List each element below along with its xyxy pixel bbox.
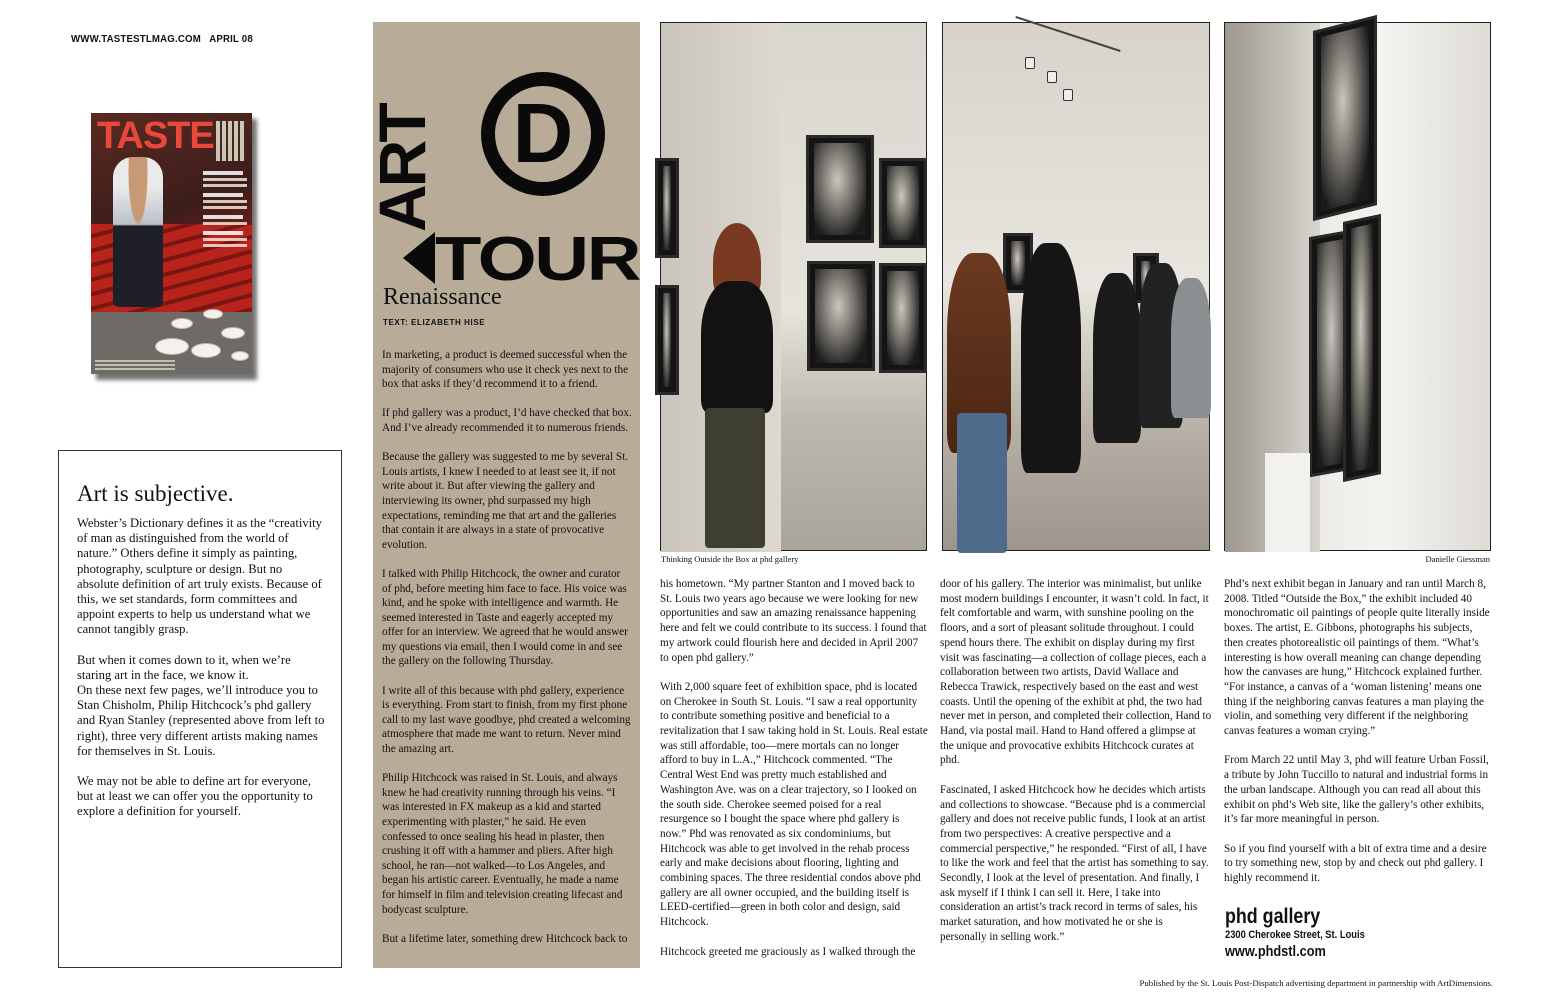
publisher-footer: Published by the St. Louis Post-Dispatch advertising department in partnership with ArtDimensions. [1139, 978, 1493, 988]
article-paragraph: With 2,000 square feet of exhibition space, phd is located on Cherokee in South St. Louis. “I saw a real opportunity to contribute something positive and beneficial to a revitalization that I saw taking hold in St. Louis. Real estate was still affordable, too—mere mortals can no longer afford to buy in L.A.,” Hitchcock commented. “The Central West End was pretty much established and Washington Ave. was on a clear trajectory, so I looked on the south side. Cherokee seemed poised for a real resurgence so I bought the space where phd gallery is now.” Phd was renovated as six condominiums, but Hitchcock was able to get involved in the rehab process early and make decisions about flooring, lighting and combining spaces. The three residential condos above phd gallery are all owner occupied, and the building itself is LEED-certified—green in both color and design, said Hitchcock. [660, 680, 928, 929]
photo-artwork [1343, 214, 1381, 482]
logo-art-word [365, 103, 439, 232]
cover-person [113, 157, 163, 307]
cover-plate [231, 351, 249, 361]
photo-artwork [655, 285, 679, 395]
cover-masthead: TASTE [97, 115, 214, 157]
gallery-address: 2300 Cherokee Street, St. Louis [1225, 929, 1365, 941]
photo-visitor [1021, 243, 1081, 473]
photo-artwork [879, 158, 927, 248]
article-body-col1 [660, 577, 928, 974]
article-paragraph: I write all of this because with phd gallery, experience is everything. From start to finish, from my first phone call to my last wave goodbye, phd created a welcoming atmosphere that made me want to return. Never mind the amazing art. [382, 684, 631, 756]
article-body-col2 [940, 577, 1212, 959]
photo-artwork [879, 263, 927, 373]
logo-art-text: ART [365, 105, 439, 232]
cover-plate [191, 343, 221, 358]
photo-artwork [807, 261, 875, 371]
sidebar-paragraph: We may not be able to define art for everyone, but at least we can offer you the opportunity to explore a definition for yourself. [77, 774, 313, 819]
cover-plate [155, 338, 189, 355]
art-tour-logo [365, 22, 641, 294]
article-paragraph: I talked with Philip Hitchcock, the owner and curator of phd, before meeting him face to face. His voice was kind, and he spoke with intelligence and warmth. He seemed interested in Taste and eagerly accepted my offer for an interview. We agreed that he would answer my questions via email, then I would come in and see the gallery on the following Thursday. [382, 567, 628, 668]
photo-artwork [1313, 15, 1377, 221]
sidebar-title: Art is subjective. [77, 481, 234, 506]
cover-plate [203, 309, 223, 319]
article-paragraph: From March 22 until May 3, phd will feature Urban Fossil, a tribute by John Tuccillo to natural and industrial forms in the urban landscape. Although you can read all about this exhibit on phd’s Web site, like the gallery’s other exhibits, it’s far more meaningful in person. [1224, 754, 1489, 826]
cover-credit [95, 358, 175, 370]
article-paragraph: Because the gallery was suggested to me by several St. Louis artists, I knew I needed to at least see it, if not write about it. But after viewing the gallery and interviewing its owner, phd surpassed my high expectations, reminding me that art and the galleries that contain it are always in a state of provocative evolution. [382, 451, 629, 551]
sidebar-paragraph: On these next few pages, we’ll introduce you to Stan Chisholm, Philip Hitchcock’s phd gallery and Ryan Stanley (represented above from left to right), three very different artists making names for themselves in St. Louis. [77, 683, 325, 758]
photo-pillar [1265, 453, 1310, 552]
photo-artwork [806, 135, 874, 243]
logo-triangle [403, 232, 435, 284]
article-paragraph: But a lifetime later, something drew Hitchcock back to [382, 932, 628, 945]
photo-spotlight [1063, 89, 1073, 101]
article-paragraph: So if you find yourself with a bit of extra time and a desire to try something new, stop by and check out phd gallery. I highly recommend it. [1224, 842, 1487, 885]
magazine-cover-image [91, 113, 252, 374]
article-paragraph: Hitchcock greeted me graciously as I walked through the [660, 945, 916, 958]
logo-d-text: D [512, 86, 574, 180]
photo-light-track [1015, 16, 1120, 52]
page-header [71, 33, 253, 45]
article-paragraph: his hometown. “My partner Stanton and I moved back to St. Louis two years ago because we were looking for new opportunities and saw an amazing renaissance happening here and felt we could contribute to its success. I found that my artwork could flourish here and decided in April 2007 to open phd gallery.” [660, 578, 927, 664]
photo-visitor-legs [705, 408, 765, 548]
article-paragraph: If phd gallery was a product, I’d have checked that box. And I’ve already recommended it to numerous friends. [382, 407, 632, 434]
sidebar-paragraph: Webster’s Dictionary defines it as the “creativity of man as distinguished from the world of nature.” Others define it simply as painting, photography, sculpture or design. But no absolute definition of art truly exists. Because of this, we set standards, form committees and appoint experts to help us understand what we cannot tangibly grasp. [77, 516, 322, 637]
article-paragraph: Fascinated, I asked Hitchcock how he decides which artists and collections to showcase. “Because phd is a commercial gallery and does not receive public funds, I look at an artist from two perspectives: A creative perspective and a commercial perspective,” he responded. “First of all, I have to like the work and feel that the artist has something to say. Secondly, I look at the level of presentation. And finally, I ask myself if I think I can sell it. Here, I take into consideration an artist’s track record in terms of sales, his market saturation, and how motivated he or she is personally in selling work.” [940, 783, 1209, 943]
article-intro-column [365, 22, 641, 968]
gallery-photo-2 [942, 22, 1210, 551]
article-byline: TEXT: ELIZABETH HISE [383, 318, 486, 327]
gallery-photo-3 [1224, 22, 1491, 551]
cover-plate [221, 327, 245, 339]
gallery-info-block [1225, 906, 1389, 960]
photo-caption: Thinking Outside the Box at phd gallery [661, 554, 799, 564]
sidebar-paragraph: But when it comes down to it, when we’re staring art in the face, we know it. [77, 652, 291, 682]
article-kicker: Renaissance [383, 284, 502, 310]
photo-visitor [701, 281, 773, 413]
article-paragraph: Phd’s next exhibit began in January and ran until March 8, 2008. Titled “Outside the Box,” the exhibit included 40 monochromatic oil paintings of people quite literally inside boxes. The artist, E. Gibbons, photographs his subjects, then creates photorealistic oil paintings of them. “What’s interesting is how overall meaning can change depending how the canvases are hung,” Hitchcock explained further. “For instance, a canvas of a ‘woman listening’ means one thing if the neighboring canvas features a man playing the violin, and something very different if the neighboring canvas features a woman crying.” [1224, 578, 1490, 738]
article-body-col3 [1224, 577, 1494, 900]
photo-credit: Danielle Giessman [1425, 554, 1490, 564]
logo-tour-text: TOUR [435, 225, 641, 294]
gallery-photo-1 [660, 22, 927, 551]
logo-d-mark [481, 72, 605, 196]
issue-date: APRIL 08 [209, 33, 253, 45]
photo-visitor [1093, 273, 1141, 443]
cover-headlines [203, 165, 247, 250]
photo-artwork [655, 158, 679, 258]
photo-visitor [1171, 278, 1211, 418]
gallery-name: phd gallery [1225, 905, 1321, 928]
article-paragraph: In marketing, a product is deemed successful when the majority of consumers who use it check yes next to the box that asks if they’d recommend it to a friend. [382, 349, 629, 391]
article-paragraph: door of his gallery. The interior was minimalist, but unlike most modern buildings I encounter, it wasn’t cold. In fact, it felt comfortable and warm, with sunshine pooling on the floors, and a sort of pleasant solitude throughout. I could spend hours there. The exhibit on display during my first visit was fascinating—a collection of collage pieces, each a collaboration between two artists, David Wallace and Rebecca Trawick, respectively based on the east and west coasts. Until the opening of the exhibit at phd, the two had never met in person, and completed their collection, Hand to Hand, via postal mail. Hand to Hand offered a glimpse at the unique and provocative exhibits Hitchcock curates at phd. [940, 578, 1212, 767]
article-paragraph: Philip Hitchcock was raised in St. Louis, and always knew he had creativity running through his veins. “I was interested in FX makeup as a kid and started experimenting with plaster,” he said. He even confessed to once sealing his head in plaster, then crushing it off with a hammer and pliers. After high school, he ran—not walked—to Los Angeles, and began his artistic career. Eventually, he made a name for himself in film and television creating lifecast and bodycast sculpture. [382, 772, 623, 916]
cover-window [216, 121, 246, 161]
intro-sidebar [58, 450, 342, 968]
gallery-url[interactable]: www.phdstl.com [1225, 943, 1326, 960]
article-body-col0 [382, 348, 632, 961]
photo-visitor-jeans [957, 413, 1007, 553]
photo-spotlight [1047, 71, 1057, 83]
site-url: WWW.TASTESTLMAG.COM [71, 33, 201, 45]
cover-plate [171, 318, 193, 329]
photo-spotlight [1025, 57, 1035, 69]
